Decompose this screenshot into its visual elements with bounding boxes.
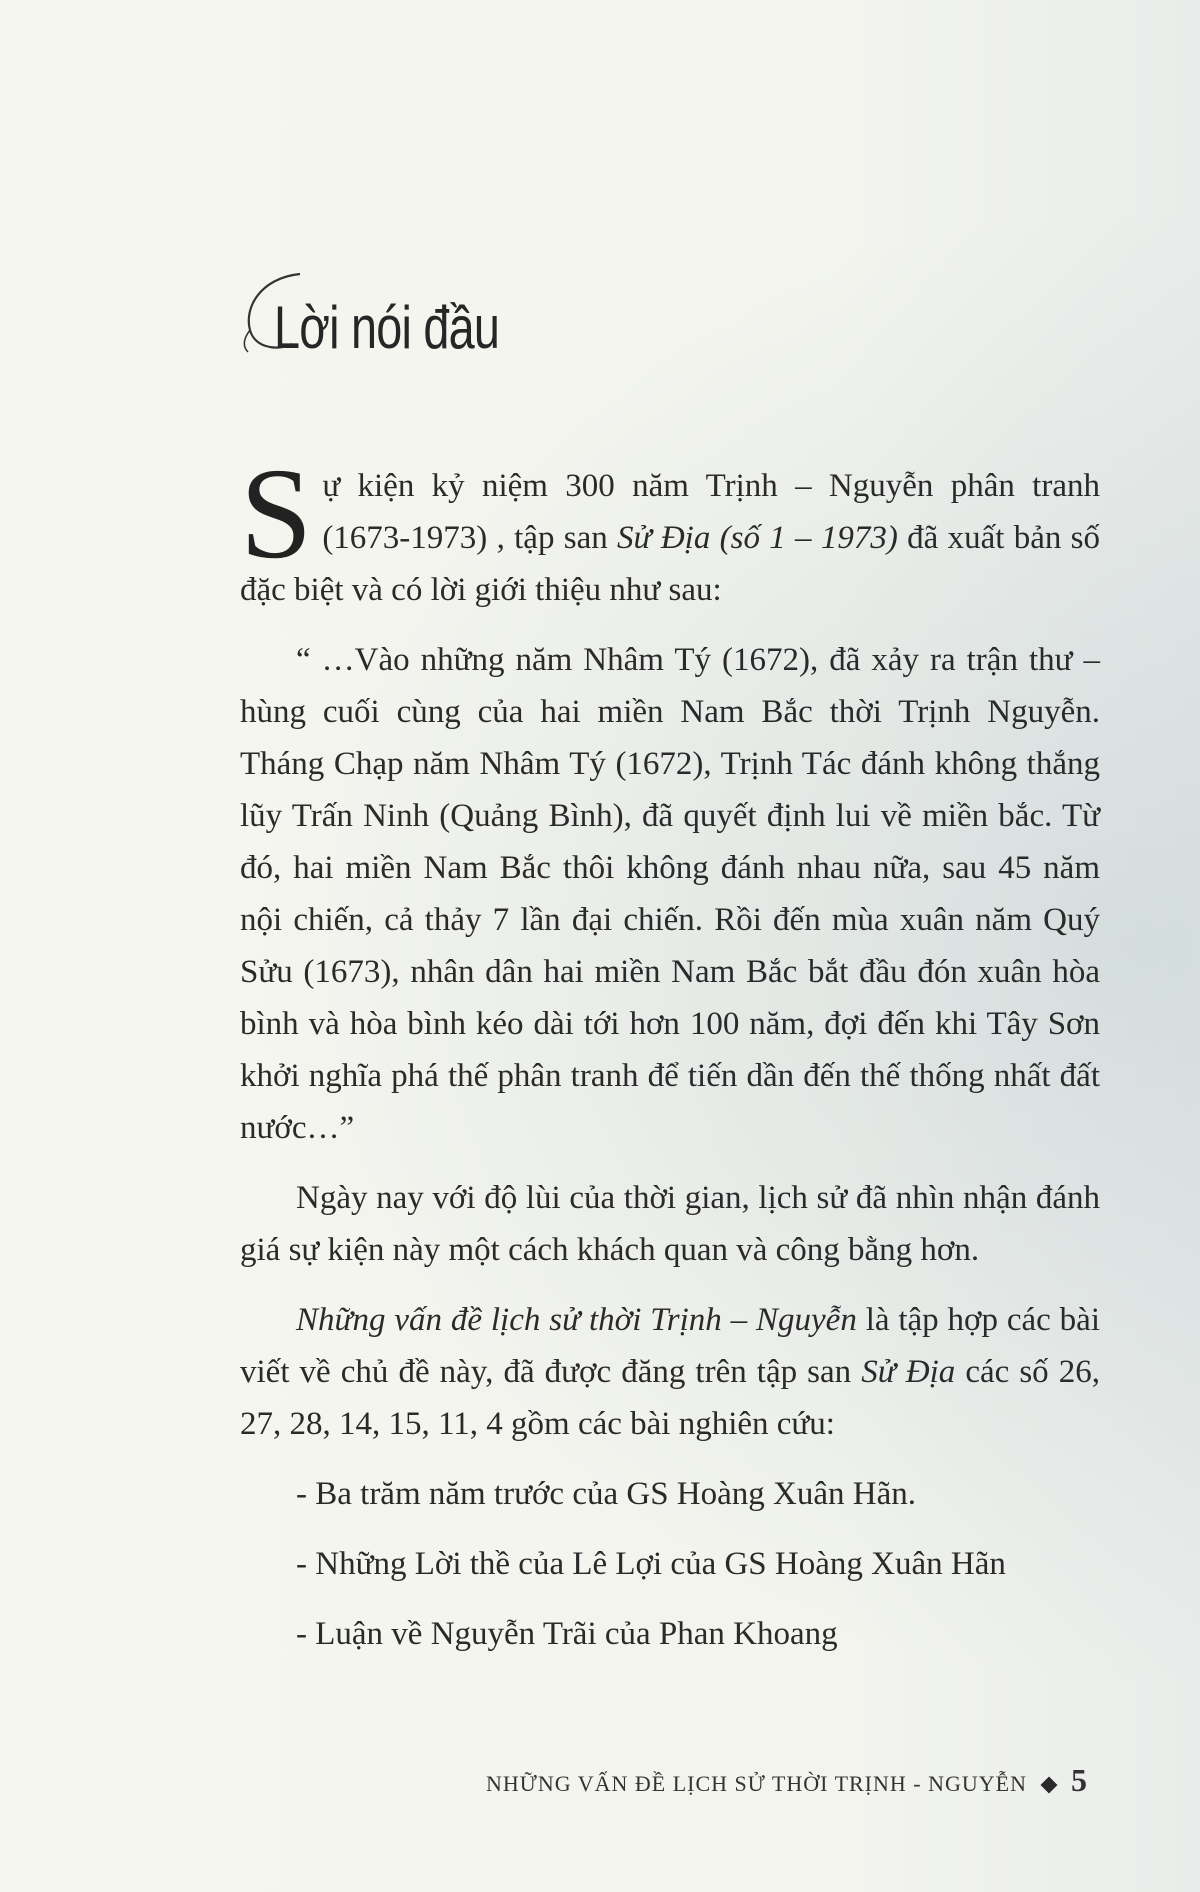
paragraph-collection [240, 1294, 1100, 1450]
journal-name-ref: Sử Địa [861, 1354, 956, 1390]
collection-text-mid: là tập hợp các bài viết về chủ đề này, đã được đăng trên tập san [240, 1302, 1100, 1390]
paragraph-quote: “ …Vào những năm Nhâm Tý (1672), đã xảy ra trận thư – hùng cuối cùng của hai miền Nam Bắc thời Trịnh Nguyễn. Tháng Chạp năm Nhâm Tý (1672), Trịnh Tác đánh không thắng lũy Trấn Ninh (Quảng Bình), đã quyết định lui về miền bắc. Từ đó, hai miền Nam Bắc thôi không đánh nhau nữa, sau 45 năm nội chiến, cả thảy 7 lần đại chiến. Rồi đến mùa xuân năm Quý Sửu (1673), nhân dân hai miền Nam Bắc bắt đầu đón xuân hòa bình và hòa bình kéo dài tới hơn 100 năm, đợi đến khi Tây Sơn khởi nghĩa phá thế phân tranh để tiến dần đến thế thống nhất đất nước…” [240, 642, 1100, 1146]
intro-journal-ref: Sử Địa (số 1 – 1973) [617, 520, 898, 556]
intro-text-start: ự kiện kỷ niệm 300 năm Trịnh – Nguyễn phân tranh (1673-1973) , tập san [322, 468, 1100, 556]
article-list [240, 1468, 1100, 1660]
drop-cap: S [240, 442, 313, 586]
list-item: - Ba trăm năm trước của GS Hoàng Xuân Hãn. [296, 1476, 916, 1512]
running-title: NHỮNG VẤN ĐỀ LỊCH SỬ THỜI TRỊNH - NGUYỄN [485, 1771, 1027, 1796]
collection-text-end: các số 26, 27, 28, 14, 15, 11, 4 gồm các bài nghiên cứu: [240, 1354, 1100, 1442]
diamond-icon [1041, 1777, 1058, 1794]
chapter-title: Lời nói đầu [274, 294, 500, 361]
page-number: 5 [1071, 1762, 1088, 1798]
paragraph-intro [240, 442, 1100, 616]
body-text [240, 442, 1100, 1678]
paragraph-reflection: Ngày nay với độ lùi của thời gian, lịch sử đã nhìn nhận đánh giá sự kiện này một cách khách quan và công bằng hơn. [240, 1180, 1100, 1268]
list-item: - Luận về Nguyễn Trãi của Phan Khoang [296, 1616, 838, 1652]
page-footer [486, 1762, 1088, 1799]
list-item: - Những Lời thề của Lê Lợi của GS Hoàng Xuân Hãn [296, 1546, 1006, 1582]
intro-text-end: đã xuất bản số đặc biệt và có lời giới thiệu như sau: [240, 520, 1100, 608]
book-title-ref: Những vấn đề lịch sử thời Trịnh – Nguyễn [296, 1302, 857, 1338]
chapter-heading [240, 268, 563, 361]
